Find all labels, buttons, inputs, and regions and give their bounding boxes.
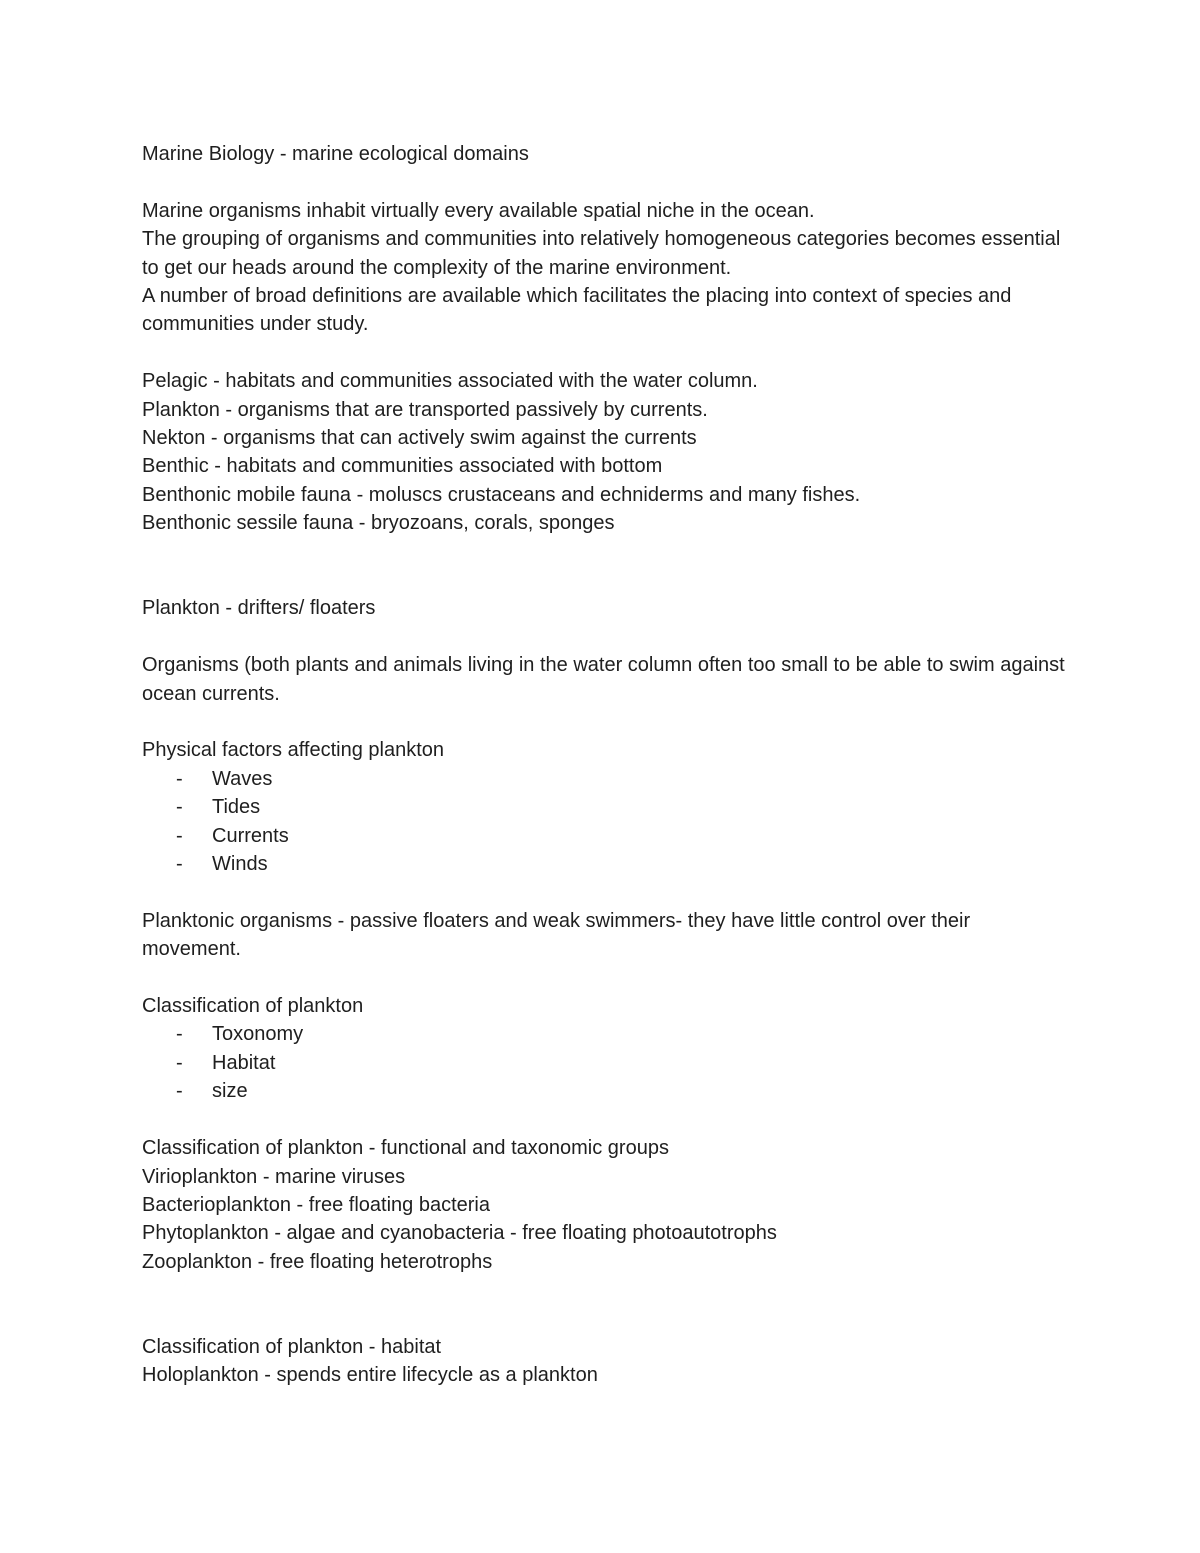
- list-item: [142, 1020, 1072, 1048]
- definition-line: Benthonic mobile fauna - moluscs crustaceans and echniderms and many fishes.: [142, 483, 861, 506]
- definition-line: Benthonic sessile fauna - bryozoans, corals, sponges: [142, 512, 615, 535]
- list-item: [142, 850, 1072, 878]
- physical-factors-list: [142, 765, 1072, 879]
- spacer: [142, 1106, 1072, 1134]
- spacer: [142, 878, 1072, 906]
- spacer: [142, 538, 1072, 595]
- dash-bullet: -: [176, 1023, 183, 1046]
- dash-bullet: -: [176, 853, 183, 876]
- dash-bullet: -: [176, 1051, 183, 1074]
- definition-line: Benthic - habitats and communities associated with bottom: [142, 455, 663, 478]
- list-item: [142, 822, 1072, 850]
- list-item: [142, 765, 1072, 793]
- list-item-label: Habitat: [212, 1051, 276, 1074]
- classification-list: [142, 1020, 1072, 1105]
- spacer: [142, 168, 1072, 196]
- physical-factors-heading: Physical factors affecting plankton: [142, 739, 445, 762]
- dash-bullet: -: [176, 1080, 183, 1103]
- definition-line: Plankton - organisms that are transported passively by currents.: [142, 398, 708, 421]
- dash-bullet: -: [176, 767, 183, 790]
- document-title: Marine Biology - marine ecological domains: [142, 143, 529, 165]
- habitat-line: Holoplankton - spends entire lifecycle as a plankton: [142, 1364, 598, 1387]
- list-item-label: Winds: [212, 853, 268, 876]
- intro-line: A number of broad definitions are available which facilitates the placing into context of species and communities under study.: [142, 285, 1017, 336]
- classification-heading: Classification of plankton: [142, 995, 364, 1018]
- spacer: [142, 339, 1072, 367]
- list-item: [142, 1077, 1072, 1105]
- intro-line: Marine organisms inhabit virtually every available spatial niche in the ocean.: [142, 199, 815, 222]
- plankton-description: Organisms (both plants and animals living in the water column often too small to be able to swim against ocean currents.: [142, 654, 1071, 705]
- definition-line: Pelagic - habitats and communities associated with the water column.: [142, 370, 758, 393]
- list-item: [142, 1049, 1072, 1077]
- planktonic-organisms-line: Planktonic organisms - passive floaters and weak swimmers- they have little control over their movement.: [142, 909, 976, 961]
- functional-groups-line: Bacterioplankton - free floating bacteria: [142, 1193, 490, 1216]
- spacer: [142, 964, 1072, 992]
- definition-line: Nekton - organisms that can actively swim against the currents: [142, 427, 697, 450]
- list-item-label: size: [212, 1080, 248, 1103]
- dash-bullet: -: [176, 796, 183, 819]
- list-item-label: Tides: [212, 796, 261, 819]
- functional-groups-line: Zooplankton - free floating heterotrophs: [142, 1250, 493, 1273]
- spacer: [142, 623, 1072, 651]
- habitat-line: Classification of plankton - habitat: [142, 1335, 442, 1358]
- list-item-label: Waves: [212, 767, 273, 790]
- functional-groups-line: Classification of plankton - functional and taxonomic groups: [142, 1137, 669, 1160]
- list-item-label: Toxonomy: [212, 1023, 304, 1046]
- list-item: [142, 793, 1072, 821]
- plankton-heading: Plankton - drifters/ floaters: [142, 597, 376, 620]
- document-body: [142, 140, 1072, 1390]
- intro-line: The grouping of organisms and communities into relatively homogeneous categories becomes essential to get our heads around the complexity of the marine environment.: [142, 228, 1066, 279]
- functional-groups-line: Virioplankton - marine viruses: [142, 1165, 406, 1188]
- functional-groups-line: Phytoplankton - algae and cyanobacteria - free floating photoautotrophs: [142, 1222, 777, 1245]
- dash-bullet: -: [176, 824, 183, 847]
- spacer: [142, 1276, 1072, 1333]
- list-item-label: Currents: [212, 824, 289, 847]
- spacer: [142, 708, 1072, 736]
